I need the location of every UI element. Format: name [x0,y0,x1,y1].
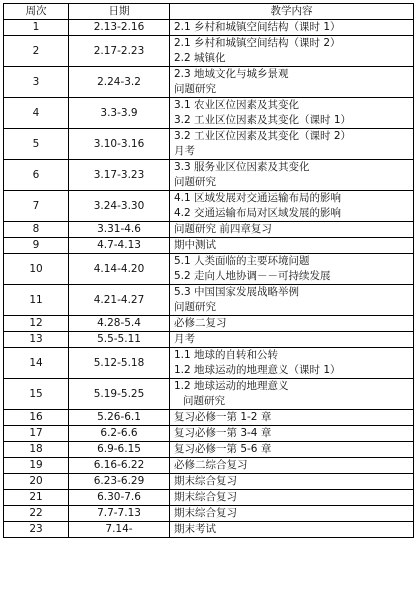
table-row [4,160,414,191]
table-row [4,332,414,348]
week-cell: 22 [4,506,69,522]
table-row [4,129,414,160]
schedule-body [4,20,414,538]
table-row [4,474,414,490]
date-cell: 2.24-3.2 [69,67,170,98]
date-cell: 2.17-2.23 [69,36,170,67]
date-cell: 5.19-5.25 [69,379,170,410]
teaching-schedule-table [3,3,414,538]
week-cell: 2 [4,36,69,67]
content-cell [170,98,414,129]
week-cell: 21 [4,490,69,506]
content-cell [170,160,414,191]
week-cell: 5 [4,129,69,160]
date-cell: 5.5-5.11 [69,332,170,348]
date-cell: 6.23-6.29 [69,474,170,490]
table-row [4,348,414,379]
date-cell: 6.30-7.6 [69,490,170,506]
content-cell [170,254,414,285]
date-cell: 7.14- [69,522,170,538]
table-row [4,222,414,238]
week-column-header: 周次 [4,4,69,20]
content-line: 1.2 地球运动的地理意义（课时 1） [174,364,341,376]
date-cell: 6.16-6.22 [69,458,170,474]
content-line: 问题研究 [183,395,225,407]
content-cell [170,426,414,442]
table-row [4,490,414,506]
content-cell [170,490,414,506]
content-cell [170,506,414,522]
content-line: 必修二复习 [174,317,227,329]
week-cell: 19 [4,458,69,474]
content-cell [170,442,414,458]
content-cell [170,238,414,254]
content-line: 月考 [174,145,195,157]
content-line: 1.1 地球的自转和公转 [174,349,279,361]
header-row [4,4,414,20]
content-cell [170,67,414,98]
week-cell: 14 [4,348,69,379]
schedule-sheet [3,3,414,538]
table-row [4,285,414,316]
table-row [4,20,414,36]
content-line: 问题研究 [174,301,216,313]
content-line: 5.2 走向人地协调－－可持续发展 [174,270,331,282]
content-line: 复习必修一第 3-4 章 [174,427,272,439]
week-cell: 8 [4,222,69,238]
content-line: 5.3 中国国家发展战略举例 [174,286,300,298]
week-cell: 6 [4,160,69,191]
content-line: 期中测试 [174,239,216,251]
table-row [4,379,414,410]
week-cell: 10 [4,254,69,285]
content-cell [170,222,414,238]
content-cell [170,332,414,348]
date-cell: 5.12-5.18 [69,348,170,379]
content-line: 1.2 地球运动的地理意义 [174,380,289,392]
table-row [4,410,414,426]
content-line: 5.1 人类面临的主要环境问题 [174,255,310,267]
table-row [4,522,414,538]
week-cell: 4 [4,98,69,129]
table-row [4,36,414,67]
content-line: 复习必修一第 5-6 章 [174,443,272,455]
content-line: 问题研究 [174,83,216,95]
content-line: 3.1 农业区位因素及其变化 [174,99,300,111]
week-cell: 3 [4,67,69,98]
table-row [4,67,414,98]
date-cell: 3.31-4.6 [69,222,170,238]
week-cell: 18 [4,442,69,458]
week-cell: 7 [4,191,69,222]
week-cell: 20 [4,474,69,490]
date-cell: 4.28-5.4 [69,316,170,332]
content-line: 必修二综合复习 [174,459,248,471]
content-line: 月考 [174,333,195,345]
table-row [4,426,414,442]
content-line: 3.3 服务业区位因素及其变化 [174,161,310,173]
content-line: 3.2 工业区位因素及其变化（课时 2） [174,130,352,142]
date-cell: 4.7-4.13 [69,238,170,254]
table-row [4,442,414,458]
week-cell: 17 [4,426,69,442]
table-row [4,506,414,522]
week-cell: 9 [4,238,69,254]
content-cell [170,129,414,160]
date-cell: 7.7-7.13 [69,506,170,522]
content-cell [170,379,414,410]
content-line: 期末综合复习 [174,491,237,503]
content-line: 2.1 乡村和城镇空间结构（课时 2） [174,37,341,49]
content-line: 问题研究 前四章复习 [174,223,272,235]
table-row [4,316,414,332]
date-cell: 6.9-6.15 [69,442,170,458]
week-cell: 12 [4,316,69,332]
content-cell [170,36,414,67]
content-cell [170,316,414,332]
content-cell [170,348,414,379]
week-cell: 23 [4,522,69,538]
table-row [4,254,414,285]
date-cell: 4.21-4.27 [69,285,170,316]
date-column-header: 日期 [69,4,170,20]
content-cell [170,458,414,474]
date-cell: 5.26-6.1 [69,410,170,426]
table-row [4,238,414,254]
content-line: 期末综合复习 [174,507,237,519]
date-cell: 4.14-4.20 [69,254,170,285]
content-line: 期末综合复习 [174,475,237,487]
week-cell: 1 [4,20,69,36]
week-cell: 13 [4,332,69,348]
week-cell: 11 [4,285,69,316]
content-cell [170,522,414,538]
content-cell [170,474,414,490]
week-cell: 15 [4,379,69,410]
table-row [4,191,414,222]
content-line: 复习必修一第 1-2 章 [174,411,272,423]
date-cell: 3.17-3.23 [69,160,170,191]
content-cell [170,285,414,316]
date-cell: 2.13-2.16 [69,20,170,36]
content-line: 问题研究 [174,176,216,188]
content-cell [170,191,414,222]
content-line: 4.2 交通运输布局对区域发展的影响 [174,207,342,219]
content-line: 2.1 乡村和城镇空间结构（课时 1） [174,21,341,33]
content-line: 2.2 城镇化 [174,52,226,64]
content-line: 2.3 地域文化与城乡景观 [174,68,289,80]
content-column-header: 教学内容 [170,4,414,20]
date-cell: 6.2-6.6 [69,426,170,442]
date-cell: 3.10-3.16 [69,129,170,160]
content-cell [170,410,414,426]
date-cell: 3.3-3.9 [69,98,170,129]
date-cell: 3.24-3.30 [69,191,170,222]
content-line: 4.1 区域发展对交通运输布局的影响 [174,192,342,204]
table-row [4,98,414,129]
content-line: 3.2 工业区位因素及其变化（课时 1） [174,114,352,126]
content-line: 期末考试 [174,523,216,535]
week-cell: 16 [4,410,69,426]
content-cell [170,20,414,36]
table-row [4,458,414,474]
